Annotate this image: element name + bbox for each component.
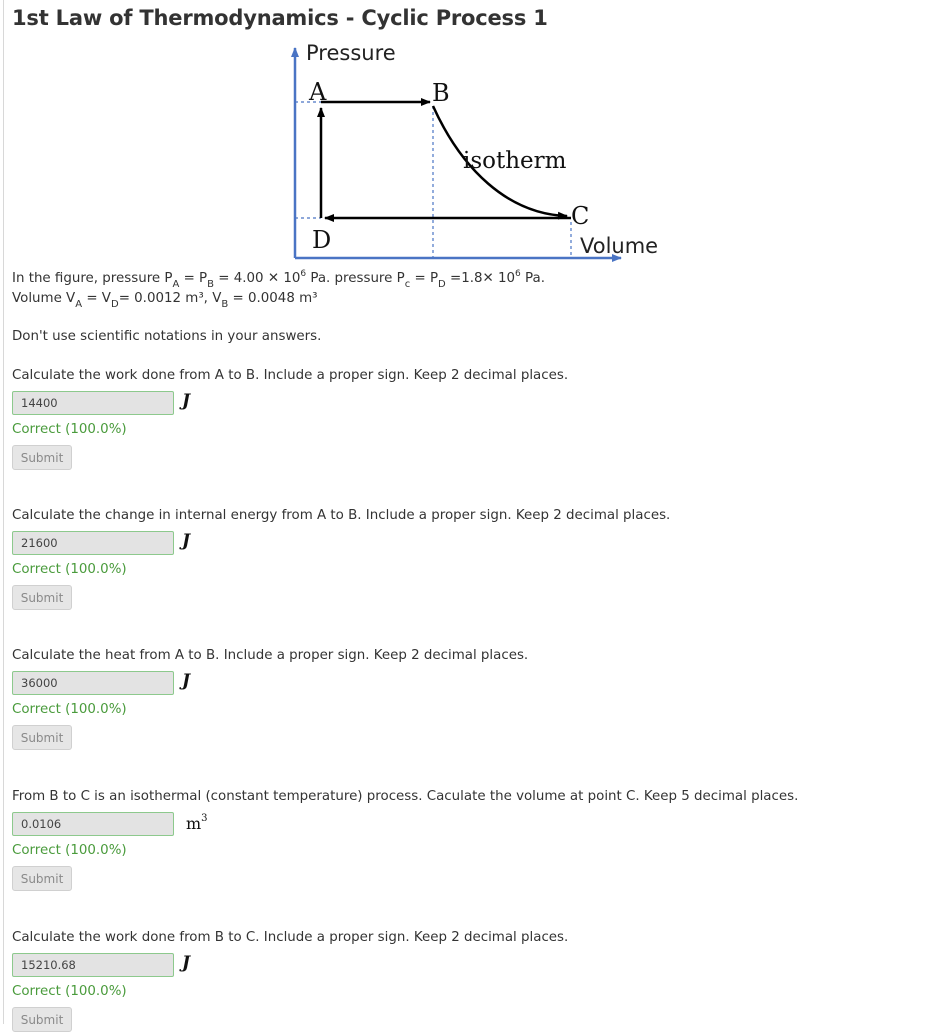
question-text: Calculate the work done from B to C. Include a proper sign. Keep 2 decimal places. [12, 930, 569, 945]
submit-button[interactable]: Submit [12, 725, 72, 750]
submit-button[interactable]: Submit [12, 866, 72, 891]
unit-base: m [186, 814, 202, 833]
pv-diagram-svg [285, 38, 685, 266]
times-symbol: ✕ [482, 271, 494, 286]
question-text: Calculate the work done from A to B. Include a proper sign. Keep 2 decimal places. [12, 368, 569, 383]
point-c-label: C [571, 202, 590, 230]
pressure-text-prefix: In the figure, pressure P [12, 271, 173, 286]
answer-input[interactable]: 14400 [12, 391, 174, 415]
point-d-label: D [312, 226, 332, 254]
unit-label: J [182, 953, 191, 973]
isotherm-label: isotherm [463, 148, 567, 174]
feedback-correct: Correct (100.0%) [12, 702, 127, 717]
question-text: Calculate the change in internal energy from A to B. Include a proper sign. Keep 2 decimal places. [12, 508, 671, 523]
given-values [12, 269, 545, 309]
answer-input[interactable]: 15210.68 [12, 953, 174, 977]
subscript-a: A [172, 279, 180, 290]
subscript-d: D [110, 299, 119, 310]
pressure-text-eq2: = 4.00 [214, 271, 268, 286]
feedback-correct: Correct (100.0%) [12, 984, 127, 999]
point-b-label: B [432, 79, 450, 107]
submit-button[interactable]: Submit [12, 1007, 72, 1032]
volume-statement [12, 289, 545, 309]
pv-diagram [285, 38, 685, 266]
answer-input[interactable]: 36000 [12, 671, 174, 695]
subscript-b: B [221, 299, 229, 310]
answer-row [12, 391, 912, 417]
feedback-correct: Correct (100.0%) [12, 843, 127, 858]
pressure-text-pa: Pa. [520, 271, 545, 286]
question-text: From B to C is an isothermal (constant temperature) process. Caculate the volume at point C. Keep 5 decimal places. [12, 789, 799, 804]
point-a-label: A [309, 78, 327, 106]
pressure-text-pa: Pa. pressure P [306, 271, 405, 286]
answer-row [12, 953, 912, 979]
question-text: Calculate the heat from A to B. Include a proper sign. Keep 2 decimal places. [12, 648, 529, 663]
page-title: 1st Law of Thermodynamics - Cyclic Process 1 [12, 6, 548, 30]
answer-row [12, 812, 912, 838]
pressure-text-ten: 10 [493, 271, 516, 286]
volume-text-prefix: Volume V [12, 291, 76, 306]
submit-button[interactable]: Submit [12, 585, 72, 610]
unit-label [186, 814, 208, 833]
subscript-d: D [438, 279, 446, 290]
unit-label: J [182, 531, 191, 551]
instruction-note: Don't use scientific notations in your answers. [12, 329, 322, 344]
subscript-a: A [75, 299, 83, 310]
unit-label: J [182, 391, 191, 411]
exponent: 6 [515, 269, 521, 279]
exponent: 6 [300, 269, 307, 279]
times-symbol: ✕ [267, 271, 280, 286]
page-left-border [3, 0, 4, 1024]
unit-exponent: 3 [201, 813, 208, 824]
volume-text-eq7: = 0.0048 m³ [228, 291, 318, 306]
volume-text-eq6: = 0.0012 m³, V [118, 291, 222, 306]
answer-input[interactable]: 0.0106 [12, 812, 174, 836]
question-2 [12, 508, 912, 610]
pressure-text-eq1: = P [179, 271, 208, 286]
question-4 [12, 789, 912, 891]
pressure-text-ten: 10 [279, 271, 301, 286]
feedback-correct: Correct (100.0%) [12, 562, 127, 577]
pressure-statement [12, 269, 545, 289]
x-axis-label: Volume [580, 234, 659, 258]
pressure-text-eq3: = P [410, 271, 439, 286]
question-1 [12, 368, 912, 470]
volume-text-eq5: = V [82, 291, 111, 306]
pressure-text-eq4: =1.8 [445, 271, 483, 286]
submit-button[interactable]: Submit [12, 445, 72, 470]
feedback-correct: Correct (100.0%) [12, 422, 127, 437]
answer-input[interactable]: 21600 [12, 531, 174, 555]
question-3 [12, 648, 912, 750]
answer-row [12, 671, 912, 697]
unit-label: J [182, 671, 191, 691]
question-5 [12, 930, 912, 1032]
y-axis-label: Pressure [306, 41, 396, 65]
subscript-c: c [404, 279, 411, 290]
subscript-b: B [207, 279, 215, 290]
answer-row [12, 531, 912, 557]
